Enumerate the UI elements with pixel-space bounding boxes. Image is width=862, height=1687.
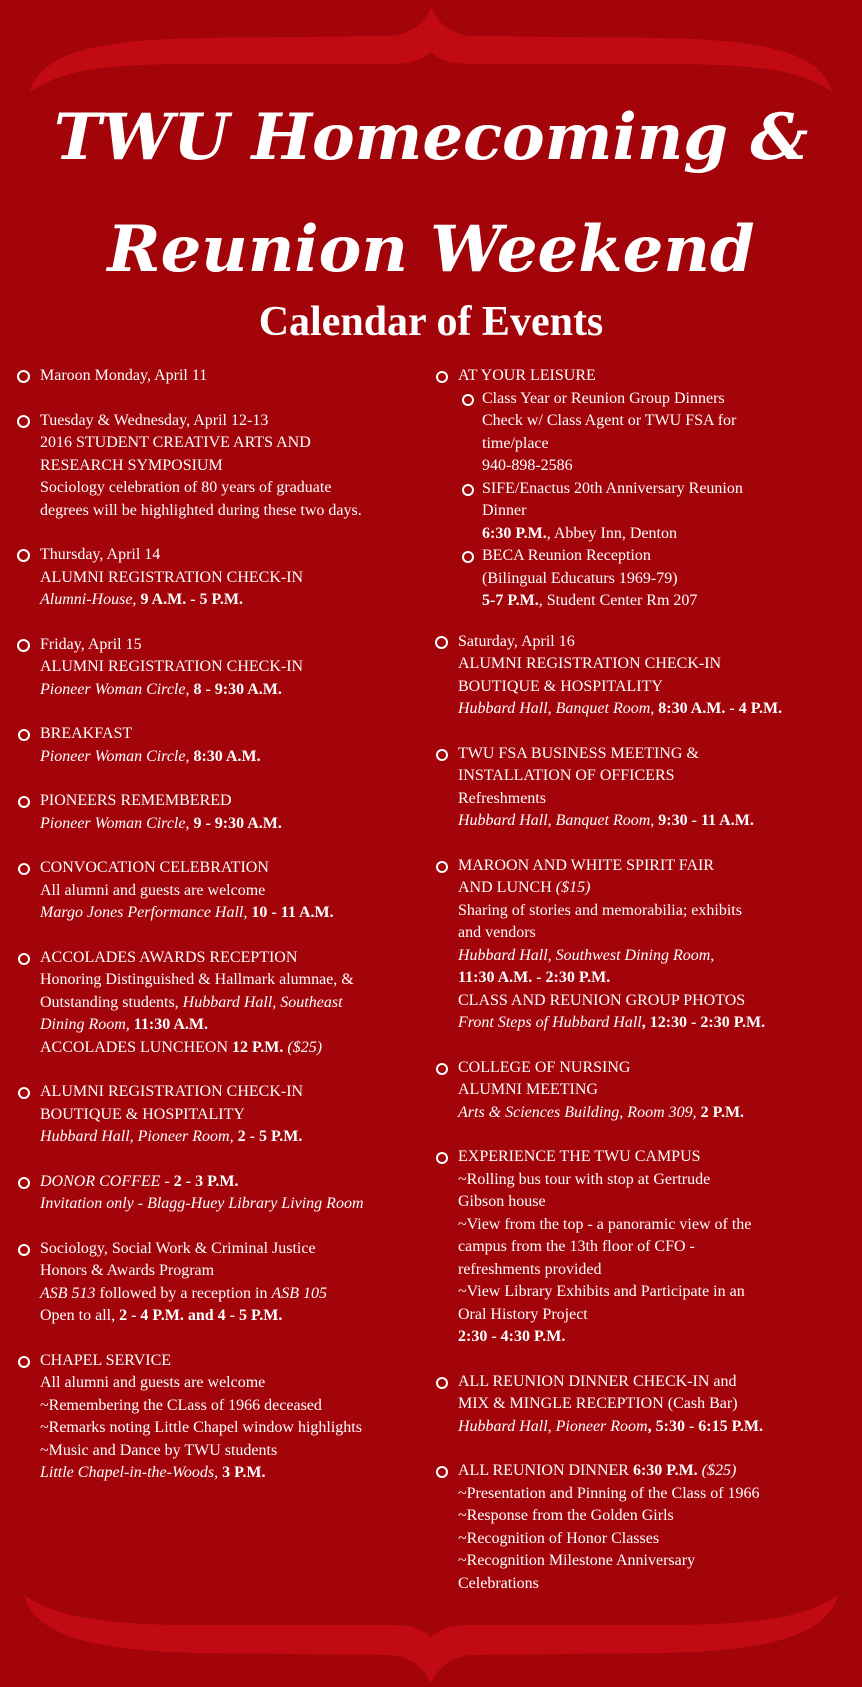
event-description: refreshments provided bbox=[458, 1260, 602, 1278]
sub-event-group-dinners bbox=[462, 388, 848, 478]
event-title: COLLEGE OF NURSING bbox=[458, 1058, 631, 1076]
event-description: All alumni and guests are welcome bbox=[40, 881, 266, 899]
event-price: ($15) bbox=[555, 879, 591, 896]
sub-event-sife-dinner bbox=[462, 478, 848, 546]
event-time: 6:30 P.M. bbox=[482, 524, 547, 542]
event-title: CONVOCATION CELEBRATION bbox=[40, 859, 269, 876]
event-time: 2:30 - 4:30 P.M. bbox=[458, 1328, 566, 1345]
event-convocation bbox=[18, 857, 428, 925]
event-location: Pioneer Woman Circle, bbox=[40, 747, 190, 765]
event-title: DONOR COFFEE - bbox=[40, 1172, 170, 1190]
event-description: Sociology celebration of 80 years of graduate bbox=[40, 479, 332, 496]
circle-bullet-icon bbox=[436, 1466, 448, 1478]
event-description: Honoring Distinguished & Hallmark alumnae, & bbox=[40, 971, 354, 988]
event-title: TWU FSA BUSINESS MEETING & bbox=[458, 744, 699, 762]
event-title: BREAKFAST bbox=[40, 725, 133, 742]
event-location: Hubbard Hall, Pioneer Room bbox=[458, 1417, 648, 1435]
event-friday-checkin bbox=[18, 634, 428, 702]
event-description: ~Response from the Golden Girls bbox=[458, 1507, 674, 1524]
event-description: ~Presentation and Pinning of the Class of 1966 bbox=[458, 1484, 760, 1502]
event-time: 3 P.M. bbox=[222, 1464, 266, 1481]
event-title: ALUMNI REGISTRATION CHECK-IN bbox=[40, 568, 304, 586]
event-title: ALUMNI REGISTRATION CHECK-IN bbox=[40, 658, 304, 675]
event-title: ACCOLADES AWARDS RECEPTION bbox=[40, 948, 298, 966]
event-date: Maroon Monday, April 11 bbox=[40, 367, 208, 384]
circle-bullet-icon bbox=[18, 796, 30, 808]
event-description: Gibson house bbox=[458, 1193, 546, 1210]
event-location: , Abbey Inn, Denton bbox=[546, 524, 677, 542]
event-title: ALUMNI MEETING bbox=[458, 1081, 598, 1098]
event-maroon-monday bbox=[18, 365, 428, 388]
event-price: ($25) bbox=[287, 1038, 323, 1056]
event-title: MAROON AND WHITE SPIRIT FAIR bbox=[458, 856, 715, 874]
event-description: ~Remembering the CLass of 1966 deceased bbox=[40, 1396, 322, 1414]
event-sociology-awards bbox=[18, 1238, 428, 1328]
event-title: 2016 STUDENT CREATIVE ARTS AND bbox=[40, 434, 311, 451]
event-date: Friday, April 15 bbox=[40, 635, 142, 653]
circle-bullet-icon bbox=[17, 639, 30, 652]
event-title: AT YOUR LEISURE bbox=[458, 367, 596, 384]
event-description: campus from the 13th floor of CFO - bbox=[458, 1238, 695, 1255]
event-alumni-registration bbox=[18, 1081, 428, 1149]
circle-bullet-icon bbox=[18, 1087, 30, 1099]
event-description: Refreshments bbox=[458, 789, 546, 807]
event-title: ACCOLADES LUNCHEON bbox=[40, 1038, 228, 1056]
event-title: RESEARCH SYMPOSIUM bbox=[40, 456, 223, 474]
circle-bullet-icon bbox=[462, 394, 474, 406]
phone-number: 940-898-2586 bbox=[482, 457, 573, 474]
event-title: INSTALLATION OF OFFICERS bbox=[458, 767, 675, 784]
event-description: ~Remarks noting Little Chapel window highlights bbox=[40, 1419, 362, 1436]
event-location: Hubbard Hall, Southwest Dining Room, bbox=[458, 946, 715, 964]
event-description: ~Recognition of Honor Classes bbox=[458, 1529, 660, 1547]
event-time: 2 P.M. bbox=[700, 1103, 745, 1121]
event-description: Oral History Project bbox=[458, 1305, 588, 1323]
circle-bullet-icon bbox=[18, 729, 30, 741]
event-location: Hubbard Hall, Southeast bbox=[182, 993, 343, 1011]
event-time: 8:30 A.M. bbox=[193, 747, 261, 765]
event-time: 10 - 11 A.M. bbox=[251, 904, 334, 921]
event-title: BECA Reunion Reception bbox=[482, 547, 651, 564]
event-at-your-leisure bbox=[436, 365, 848, 613]
event-description: followed by a reception in bbox=[99, 1284, 268, 1302]
circle-bullet-icon bbox=[436, 861, 448, 873]
event-description: ~Rolling bus tour with stop at Gertrude bbox=[458, 1170, 711, 1188]
event-time: 8 - 9:30 A.M. bbox=[193, 680, 282, 698]
event-title: EXPERIENCE THE TWU CAMPUS bbox=[458, 1148, 701, 1165]
event-fsa-meeting bbox=[436, 743, 848, 833]
event-title: ALL REUNION DINNER CHECK-IN and bbox=[458, 1372, 737, 1390]
event-location: ASB 513 bbox=[40, 1284, 96, 1302]
event-description: ~Music and Dance by TWU students bbox=[40, 1441, 278, 1459]
event-description: Outstanding students, bbox=[40, 993, 179, 1011]
right-column bbox=[436, 365, 848, 1617]
page-title-line2: Reunion Weekend bbox=[107, 212, 755, 287]
event-title: Class Year or Reunion Group Dinners bbox=[482, 389, 725, 407]
event-title: BOUTIQUE & HOSPITALITY bbox=[458, 677, 663, 695]
event-time: 2 - 5 P.M. bbox=[237, 1128, 303, 1145]
event-title: PIONEERS REMEMBERED bbox=[40, 792, 232, 809]
event-time: , 12:30 - 2:30 P.M. bbox=[641, 1014, 766, 1031]
event-location: Front Steps of Hubbard Hall bbox=[458, 1014, 642, 1031]
event-location: Pioneer Woman Circle, bbox=[40, 680, 190, 698]
event-title: Honors & Awards Program bbox=[40, 1262, 215, 1279]
event-time: 9:30 - 11 A.M. bbox=[658, 812, 754, 829]
event-description: ~Recognition Milestone Anniversary bbox=[458, 1552, 696, 1569]
event-spirit-fair bbox=[436, 855, 848, 1035]
event-description: Open to all, bbox=[40, 1307, 116, 1324]
left-column bbox=[18, 365, 428, 1507]
event-experience-campus bbox=[436, 1146, 848, 1349]
circle-bullet-icon bbox=[462, 484, 474, 496]
page-title-line1: TWU Homecoming & bbox=[53, 100, 809, 175]
event-location: Hubbard Hall, Banquet Room, bbox=[458, 700, 655, 717]
event-chapel-service bbox=[18, 1350, 428, 1485]
top-banner-ornament bbox=[0, 0, 862, 110]
event-time: 9 A.M. - 5 P.M. bbox=[140, 591, 243, 608]
event-title: ALL REUNION DINNER bbox=[458, 1462, 629, 1479]
event-location: Alumni-House, bbox=[40, 591, 137, 608]
event-title: ALUMNI REGISTRATION CHECK-IN bbox=[458, 655, 722, 672]
event-time: 2 - 4 P.M. and 4 - 5 P.M. bbox=[119, 1307, 283, 1324]
circle-bullet-icon bbox=[436, 1377, 448, 1389]
event-title: Dinner bbox=[482, 502, 527, 519]
event-description: and vendors bbox=[458, 924, 536, 941]
event-symposium bbox=[18, 410, 428, 523]
circle-bullet-icon bbox=[18, 1356, 30, 1368]
event-date: Tuesday & Wednesday, April 12-13 bbox=[40, 411, 269, 429]
circle-bullet-icon bbox=[18, 1244, 30, 1256]
event-saturday-checkin bbox=[436, 631, 848, 721]
circle-bullet-icon bbox=[436, 749, 448, 761]
event-title: Sociology, Social Work & Criminal Justice bbox=[40, 1239, 316, 1257]
circle-bullet-icon bbox=[18, 953, 30, 965]
event-location: Arts & Sciences Building, Room 309, bbox=[458, 1103, 697, 1121]
event-description: ~View from the top - a panoramic view of the bbox=[458, 1215, 752, 1233]
event-donor-coffee bbox=[18, 1171, 428, 1216]
circle-bullet-icon bbox=[18, 1177, 30, 1189]
event-time: , 5:30 - 6:15 P.M. bbox=[647, 1417, 763, 1435]
event-date: Saturday, April 16 bbox=[458, 632, 575, 650]
event-time: 2 - 3 P.M. bbox=[173, 1172, 239, 1190]
event-thursday-checkin bbox=[18, 544, 428, 612]
event-price: ($25) bbox=[701, 1462, 737, 1479]
circle-bullet-icon bbox=[17, 549, 30, 562]
event-description: degrees will be highlighted during these two days. bbox=[40, 501, 362, 519]
event-time: 11:30 A.M. bbox=[133, 1016, 208, 1033]
event-accolades bbox=[18, 947, 428, 1060]
event-title: SIFE/Enactus 20th Anniversary Reunion bbox=[482, 479, 743, 497]
event-description: ~View Library Exhibits and Participate in an bbox=[458, 1283, 745, 1300]
event-location: ASB 105 bbox=[271, 1284, 328, 1302]
event-reunion-dinner bbox=[436, 1460, 848, 1595]
event-time: 8:30 A.M. - 4 P.M. bbox=[658, 700, 783, 717]
event-date: Thursday, April 14 bbox=[40, 546, 161, 563]
event-pioneers-remembered bbox=[18, 790, 428, 835]
event-location: Invitation only - Blagg-Huey Library Living Room bbox=[40, 1195, 364, 1212]
event-time: 9 - 9:30 A.M. bbox=[193, 814, 282, 832]
event-time: 5-7 P.M. bbox=[482, 592, 539, 609]
event-time: 6:30 P.M. bbox=[632, 1462, 698, 1479]
circle-bullet-icon bbox=[436, 1152, 448, 1164]
circle-bullet-icon bbox=[436, 1063, 448, 1075]
event-location: Hubbard Hall, Banquet Room, bbox=[458, 812, 655, 829]
event-dinner-checkin bbox=[436, 1371, 848, 1439]
circle-bullet-icon bbox=[435, 636, 448, 649]
event-description: (Bilingual Educaturs 1969-79) bbox=[482, 569, 678, 587]
event-nursing-meeting bbox=[436, 1057, 848, 1125]
event-location: Margo Jones Performance Hall, bbox=[40, 904, 248, 921]
circle-bullet-icon bbox=[18, 863, 30, 875]
event-title: BOUTIQUE & HOSPITALITY bbox=[40, 1105, 245, 1123]
event-description: time/place bbox=[482, 434, 549, 452]
event-title: AND LUNCH bbox=[458, 879, 552, 896]
event-description: Celebrations bbox=[458, 1574, 539, 1592]
event-location: Little Chapel-in-the-Woods, bbox=[40, 1464, 219, 1481]
event-title: MIX & MINGLE RECEPTION (Cash Bar) bbox=[458, 1395, 738, 1412]
event-title: ALUMNI REGISTRATION CHECK-IN bbox=[40, 1083, 304, 1100]
event-description: All alumni and guests are welcome bbox=[40, 1374, 266, 1391]
circle-bullet-icon bbox=[17, 415, 30, 428]
circle-bullet-icon bbox=[17, 370, 30, 383]
event-description: Sharing of stories and memorabilia; exhibits bbox=[458, 901, 742, 919]
page-subtitle: Calendar of Events bbox=[258, 299, 604, 345]
event-breakfast bbox=[18, 723, 428, 768]
sub-event-beca-reception bbox=[462, 545, 848, 613]
event-time: 12 P.M. bbox=[232, 1038, 284, 1056]
event-location: Hubbard Hall, Pioneer Room, bbox=[40, 1128, 234, 1145]
event-location: Pioneer Woman Circle, bbox=[40, 814, 190, 832]
event-title: CLASS AND REUNION GROUP PHOTOS bbox=[458, 991, 746, 1009]
event-time: 11:30 A.M. - 2:30 P.M. bbox=[458, 969, 611, 986]
event-description: Check w/ Class Agent or TWU FSA for bbox=[482, 412, 737, 429]
event-location: Dining Room, bbox=[40, 1016, 130, 1033]
event-title: CHAPEL SERVICE bbox=[40, 1351, 172, 1369]
circle-bullet-icon bbox=[436, 371, 448, 383]
circle-bullet-icon bbox=[462, 551, 474, 563]
event-location: , Student Center Rm 207 bbox=[538, 592, 698, 609]
